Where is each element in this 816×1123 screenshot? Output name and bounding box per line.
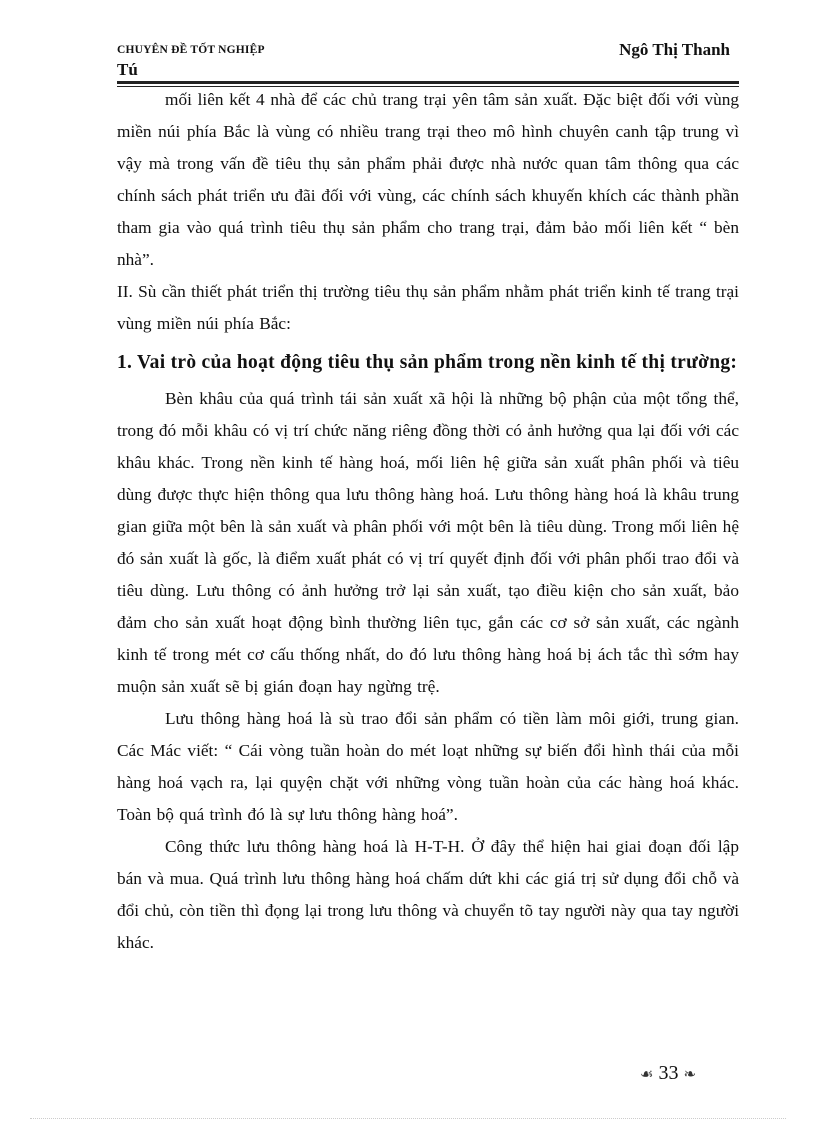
paragraph-1: mối liên kết 4 nhà để các chủ trang trại yên tâm sản xuất. Đặc biệt đối với vùng miền núi phía Bắc là vùng có nhiều trang trại theo mô hình chuyên canh tập trung vì vậy mà trong vấn đề tiêu thụ sản phẩm phải được nhà nước quan tâm thông qua các chính sách phát triển ưu đãi đối với vùng, các chính sách khuyến khích các thành phần tham gia vào quá trình tiêu thụ sản phẩm cho trang trại, đảm bảo mối liên kết “ bèn nhà”. [117, 90, 739, 269]
subsection-heading: 1. Vai trò của hoạt động tiêu thụ sản phẩm trong nền kinh tế thị trường: [117, 352, 738, 373]
ornament-right-icon: ❧ [683, 1067, 697, 1083]
paragraph-2: Bèn khâu của quá trình tái sản xuất xã hội là những bộ phận của một tổng thể, trong đó mỗi khâu có vị trí chức năng riêng đồng thời có ảnh hưởng qua lại đối với các khâu khác. Trong nền kinh tế hàng hoá, mối liên hệ giữa sản xuất phân phối và tiêu dùng được thực hiện thông qua lưu thông hàng hoá. Lưu thông hàng hoá là khâu trung gian giữa một bên là sản xuất và phân phối với một bên là tiêu dùng. Trong mối liên hệ đó sản xuất là gốc, là điểm xuất phát có vị trí quyết định đối với phân phối trao đổi và tiêu dùng. Lưu thông có ảnh hưởng trở lại sản xuất, tạo điều kiện cho sản xuất, bảo đảm cho sản xuất hoạt động bình thường liên tục, gắn các cơ sở sản xuất, các ngành kinh tế trong mét cơ cấu thống nhất, do đó lưu thông hàng hoá bị ách tắc thì sớm hay muộn sản xuất sẽ bị gián đoạn hay ngừng trệ. [117, 389, 739, 696]
page-number: 33 [658, 1062, 679, 1084]
paragraph-4: Công thức lưu thông hàng hoá là H-T-H. Ở đây thể hiện hai giai đoạn đối lập bán và mua. Quá trình lưu thông hàng hoá chấm dứt khi các giá trị sử dụng đổi chỗ và đổi chủ, còn tiền thì đọng lại trong lưu thông và chuyển tõ tay người này qua tay người khác. [117, 837, 739, 952]
header-author-continued: Tú [117, 60, 138, 79]
bottom-dotted-border [30, 1118, 786, 1119]
ornament-left-icon: ☙ [640, 1067, 654, 1083]
document-body [117, 84, 739, 959]
page-footer [640, 1062, 696, 1085]
paragraph-3: Lưu thông hàng hoá là sù trao đổi sản phẩm có tiền làm môi giới, trung gian. Các Mác viết: “ Cái vòng tuần hoàn do mét loạt những sự biến đổi hình thái của mỗi hàng hoá vạch ra, lại quyện chặt với những vòng tuần hoàn của các hàng hoá khác. Toàn bộ quá trình đó là sự lưu thông hàng hoá”. [117, 709, 739, 824]
header-author: Ngô Thị Thanh [619, 40, 730, 59]
section-title: II. Sù cần thiết phát triển thị trường tiêu thụ sản phẩm nhằm phát triển kinh tế trang trại vùng miền núi phía Bắc: [117, 282, 739, 333]
header-title: CHUYÊN ĐỀ TỐT NGHIỆP [117, 44, 265, 56]
